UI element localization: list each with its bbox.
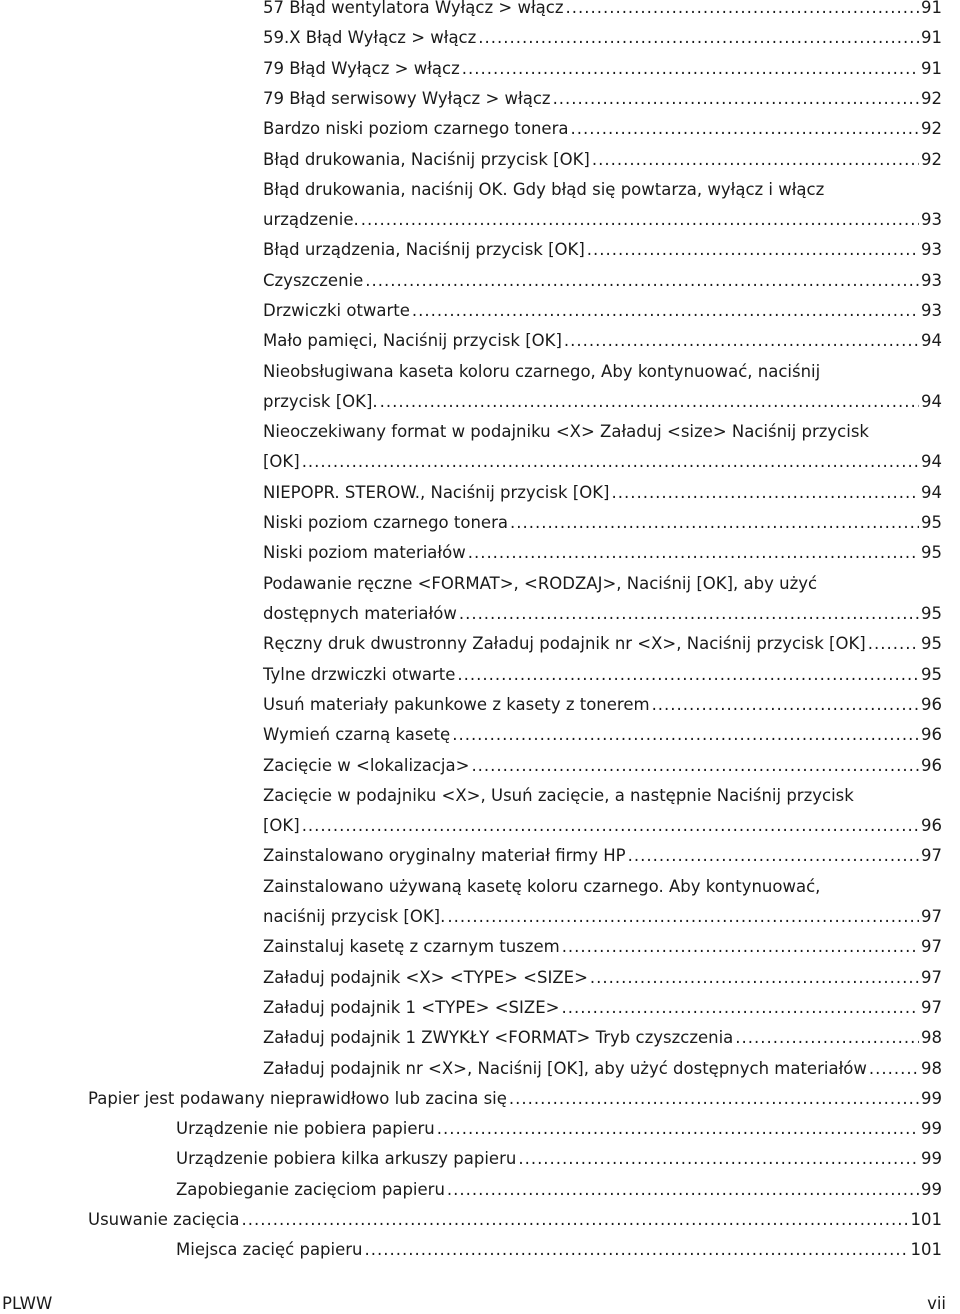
dot-leader [565,0,919,17]
dot-leader [380,392,919,411]
dot-leader [735,1028,919,1047]
toc-entry[interactable] [176,1240,942,1270]
toc-entry[interactable] [263,1059,942,1089]
toc-entry[interactable] [176,1149,942,1179]
toc-entry-title: [OK] [263,452,300,472]
toc-entry-title: Błąd drukowania, Naciśnij przycisk [OK] [263,149,590,169]
toc-entry[interactable] [263,877,942,938]
toc-entry-page-number: 93 [921,240,942,260]
toc-entry[interactable] [263,483,942,513]
dot-leader [459,604,919,623]
toc-entry-page-number: 99 [921,1149,942,1169]
dot-leader [365,1240,909,1259]
dot-leader [365,271,919,290]
dot-leader [628,846,919,865]
toc-entry-page-number: 95 [921,634,942,654]
dot-leader [553,89,919,108]
dot-leader [478,28,919,47]
toc-entry-page-number: 94 [921,452,942,472]
dot-leader [611,483,919,502]
toc-entry-page-number: 97 [921,997,942,1017]
dot-leader [564,331,919,350]
dot-leader [462,59,919,78]
toc-entry-page-number: 96 [921,725,942,745]
dot-leader [590,968,919,987]
toc-entry-title: 79 Błąd serwisowy Wyłącz > włącz [263,88,551,108]
dot-leader [562,937,919,956]
dot-leader [302,452,919,471]
toc-entry-title: Zainstalowano używaną kasetę koloru czarnego. Aby kontynuować, [263,876,821,896]
toc-entry[interactable] [263,28,942,58]
toc-entry-title: Tylne drzwiczki otwarte [263,664,456,684]
toc-entry[interactable] [263,89,942,119]
toc-entry-title: Załaduj podajnik 1 ZWYKŁY <FORMAT> Tryb czyszczenia [263,1028,734,1048]
dot-leader [518,1149,919,1168]
toc-entry-page-number: 95 [921,664,942,684]
toc-entry-title: Urządzenie pobiera kilka arkuszy papieru [176,1149,517,1169]
toc-entry[interactable] [263,968,942,998]
toc-entry[interactable] [263,271,942,301]
toc-entry[interactable] [263,846,942,876]
toc-entry-title: Zapobieganie zacięciom papieru [176,1179,445,1199]
footer-language-code: PLWW [2,1294,53,1313]
dot-leader [361,210,919,229]
toc-entry[interactable] [263,665,942,695]
dot-leader [510,513,919,532]
toc-entry-title: Błąd urządzenia, Naciśnij przycisk [OK] [263,240,585,260]
toc-entry-page-number: 95 [921,603,942,623]
dot-leader [509,1089,919,1108]
toc-entry-page-number: 96 [921,816,942,836]
toc-entry-title: Urządzenie nie pobiera papieru [176,1119,435,1139]
dot-leader [587,240,919,259]
toc-entry[interactable] [263,240,942,270]
toc-entry-title: dostępnych materiałów [263,603,457,623]
toc-entry-title: Zainstalowano oryginalny materiał firmy HP [263,846,626,866]
toc-entry[interactable] [263,119,942,149]
toc-entry[interactable] [263,786,942,847]
toc-entry-title: Nieoczekiwany format w podajniku <X> Załaduj <size> Naciśnij przycisk [263,422,869,442]
toc-entry-title: Wymień czarną kasetę [263,725,451,745]
toc-entry-title: Usuwanie zacięcia [88,1210,240,1229]
toc-entry-page-number: 97 [921,906,942,926]
toc-entry-page-number: 91 [921,28,942,48]
toc-entry-title: 79 Błąd Wyłącz > włącz [263,58,460,78]
toc-entry-page-number: 99 [921,1119,942,1139]
toc-entry-page-number: 97 [921,967,942,987]
toc-entry-title: urządzenie. [263,210,359,230]
toc-entry[interactable] [263,422,942,483]
toc-entry-title: Usuń materiały pakunkowe z kasety z tonerem [263,694,650,714]
toc-entry[interactable] [263,180,942,241]
dot-leader [452,725,919,744]
toc-entry-page-number: 92 [921,88,942,108]
toc-entry[interactable] [263,937,942,967]
dot-leader [242,1210,909,1229]
toc-entry-title: Błąd drukowania, naciśnij OK. Gdy błąd się powtarza, wyłącz i włącz [263,179,825,199]
toc-entry-title: Drzwiczki otwarte [263,301,410,320]
toc-entry-title: naciśnij przycisk [OK]. [263,906,446,926]
toc-entry-page-number: 94 [921,482,942,502]
toc-entry[interactable] [176,1119,942,1149]
toc-entry[interactable] [263,695,942,725]
toc-entry-page-number: 92 [921,149,942,169]
toc-entry-title: NIEPOPR. STEROW., Naciśnij przycisk [OK] [263,482,610,502]
dot-leader [412,301,919,320]
dot-leader [471,756,919,775]
toc-entry-title: Ręczny druk dwustronny Załaduj podajnik nr <X>, Naciśnij przycisk [OK] [263,634,866,654]
toc-entry[interactable] [263,543,942,573]
toc-entry-page-number: 96 [921,755,942,775]
toc-entry-title: Załaduj podajnik nr <X>, Naciśnij [OK], aby użyć dostępnych materiałów [263,1058,867,1078]
toc-entry-page-number: 95 [921,543,942,563]
toc-entry-page-number: 93 [921,301,942,320]
toc-entry[interactable] [88,1089,942,1119]
dot-leader [447,1180,919,1199]
dot-leader [561,998,919,1017]
dot-leader [457,665,919,684]
toc-entry-title: Mało pamięci, Naciśnij przycisk [OK] [263,331,562,351]
toc-entry[interactable] [263,301,942,331]
toc-entry-title: przycisk [OK]. [263,391,378,411]
dot-leader [302,816,919,835]
toc-entry-page-number: 91 [921,0,942,17]
dot-leader [592,150,919,169]
footer-page-number: vii [927,1294,946,1313]
toc-entry-title: Miejsca zacięć papieru [176,1240,363,1260]
toc-entry-page-number: 96 [921,694,942,714]
toc-entry-title: Podawanie ręczne <FORMAT>, <RODZAJ>, Naciśnij [OK], aby użyć [263,573,818,593]
toc-entry-page-number: 97 [921,846,942,866]
toc-entry-title: 59.X Błąd Wyłącz > włącz [263,28,477,48]
toc-entry[interactable] [176,1180,942,1210]
toc-entry-title: Załaduj podajnik <X> <TYPE> <SIZE> [263,967,588,987]
toc-entry-page-number: 91 [921,58,942,78]
toc-entry-page-number: 101 [910,1210,942,1229]
toc-entry[interactable] [263,725,942,755]
toc-entry-page-number: 95 [921,513,942,533]
toc-entry-title: Papier jest podawany nieprawidłowo lub zacina się [88,1088,507,1108]
toc-entry[interactable] [263,150,942,180]
toc-entry-page-number: 94 [921,331,942,351]
toc-entry-title: Nieobsługiwana kaseta koloru czarnego, Aby kontynuować, naciśnij [263,361,821,381]
toc-entry-page-number: 101 [910,1240,942,1260]
dot-leader [437,1119,919,1138]
toc-entry-title: Zainstaluj kasetę z czarnym tuszem [263,937,560,957]
toc-entry-page-number: 94 [921,391,942,411]
toc-entry[interactable] [263,756,942,786]
toc-entry[interactable] [263,998,942,1028]
dot-leader [868,634,919,653]
toc-entry[interactable] [263,59,942,89]
toc-entry[interactable] [263,574,942,635]
toc-entry-page-number: 99 [921,1179,942,1199]
toc-entry-title: Bardzo niski poziom czarnego tonera [263,119,569,139]
toc-entry[interactable] [263,331,942,361]
toc-entry-title: 57 Błąd wentylatora Wyłącz > włącz [263,0,564,17]
dot-leader [447,907,919,926]
toc-entry-title: Niski poziom materiałów [263,543,466,563]
toc-entry-page-number: 99 [921,1088,942,1108]
toc-entry-page-number: 93 [921,210,942,230]
toc-entry-page-number: 98 [921,1028,942,1048]
toc-entry[interactable] [88,1210,942,1240]
dot-leader [468,543,919,562]
toc-entry-title: Załaduj podajnik 1 <TYPE> <SIZE> [263,997,560,1017]
toc-entry-title: Zacięcie w <lokalizacja> [263,755,470,775]
toc-entry[interactable] [263,0,942,28]
toc-entry[interactable] [263,634,942,664]
toc-entry[interactable] [263,362,942,423]
dot-leader [570,119,919,138]
toc-entry-page-number: 98 [921,1058,942,1078]
toc-entry-title: Zacięcie w podajniku <X>, Usuń zacięcie, a następnie Naciśnij przycisk [263,785,854,805]
toc-entry[interactable] [263,1028,942,1058]
toc-entry-title: [OK] [263,816,300,836]
toc-entry-title: Niski poziom czarnego tonera [263,513,508,533]
toc-entry-page-number: 92 [921,119,942,139]
dot-leader [869,1059,919,1078]
toc-entry-page-number: 93 [921,270,942,290]
dot-leader [652,695,919,714]
toc-entry-page-number: 97 [921,937,942,957]
toc-entry[interactable] [263,513,942,543]
toc-entry-title: Czyszczenie [263,270,364,290]
